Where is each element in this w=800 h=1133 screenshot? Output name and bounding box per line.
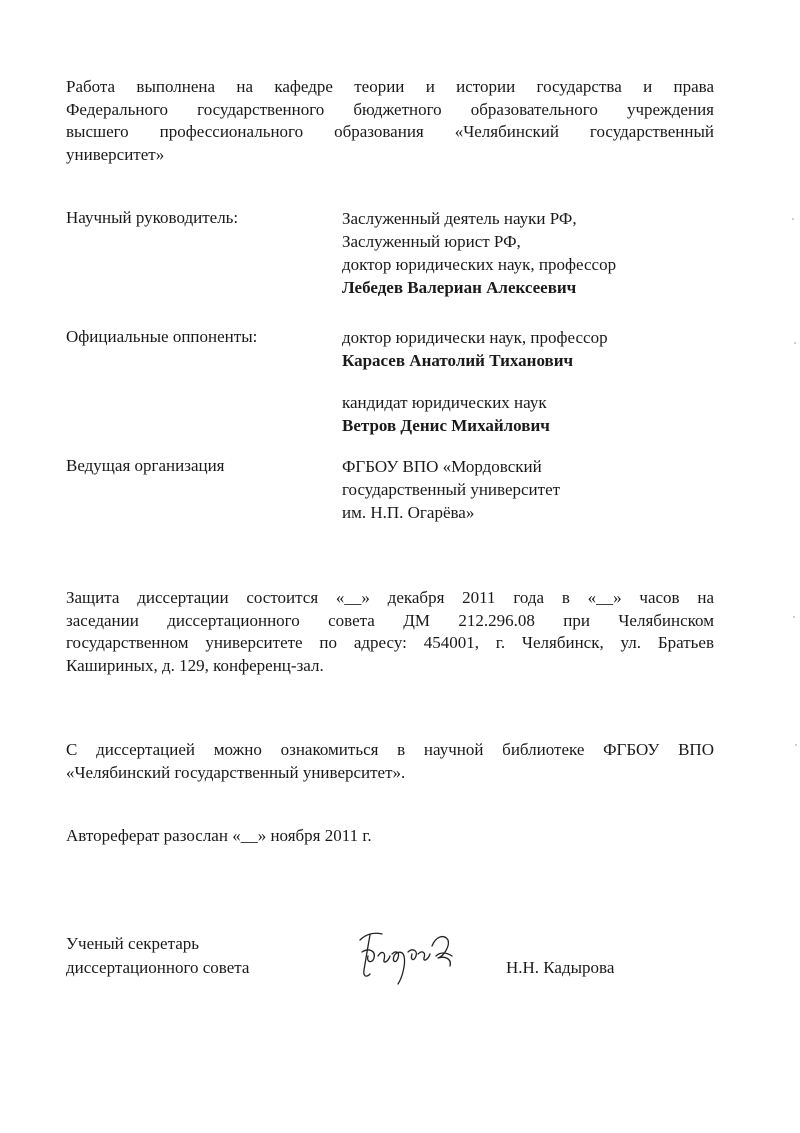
scan-speck [793, 616, 795, 618]
supervisor-title-line: Заслуженный юрист РФ, [342, 232, 521, 251]
opponent-first-name: Карасев Анатолий Тиханович [342, 351, 574, 370]
library-line: С диссертацией можно ознакомиться в научной библиотеке ФГБОУ ВПО [66, 740, 714, 759]
supervisor-title-line: Заслуженный деятель науки РФ, [342, 209, 577, 228]
opponent-first-degree: доктор юридически наук, профессор [342, 328, 608, 347]
scan-speck [795, 744, 797, 746]
defense-line: Кашириных, д. 129, конференц-зал. [66, 655, 324, 675]
intro-line: Федерального государственного бюджетного образовательного учреждения [66, 99, 714, 119]
leading-org-line: государственный университет [342, 480, 561, 499]
intro-paragraph [66, 76, 714, 166]
defense-line: Защита диссертации состоится «__» декабря 2011 года в «__» часов на [66, 588, 714, 607]
secretary-label-line: Ученый секретарь [66, 934, 200, 953]
secretary-name: Н.Н. Кадырова [506, 958, 615, 977]
supervisor-name: Лебедев Валериан Алексеевич [342, 278, 577, 297]
scan-speck [794, 342, 796, 344]
intro-line: Работа выполнена на кафедре теории и истории государства и права [66, 77, 714, 96]
defense-line: государственном университете по адресу: 454001, г. Челябинск, ул. Братьев [66, 633, 714, 652]
mailing-date: Автореферат разослан «__» ноября 2011 г. [66, 826, 372, 845]
defense-line: заседании диссертационного совета ДМ 212.296.08 при Челябинском [66, 610, 714, 630]
defense-paragraph [66, 587, 714, 677]
leading-org-line: ФГБОУ ВПО «Мордовский [342, 457, 542, 476]
opponents-label: Официальные оппоненты: [66, 327, 258, 346]
scan-speck [792, 218, 794, 220]
secretary-label-line: диссертационного совета [66, 958, 250, 977]
secretary-label [66, 932, 249, 980]
leading-org-details [342, 455, 560, 524]
supervisor-details [342, 207, 616, 299]
supervisor-label: Научный руководитель: [66, 208, 239, 227]
opponent-second-name: Ветров Денис Михайлович [342, 416, 550, 435]
intro-line: университет» [66, 144, 165, 164]
library-paragraph [66, 739, 714, 784]
leading-org-label: Ведущая организация [66, 456, 225, 475]
opponent-first [342, 326, 608, 372]
supervisor-title-line: доктор юридических наук, профессор [342, 255, 617, 274]
opponent-second-degree: кандидат юридических наук [342, 393, 547, 412]
intro-line: высшего профессионального образования «Челябинский государственный [66, 122, 714, 141]
opponent-second [342, 391, 550, 437]
handwritten-signature [352, 926, 462, 988]
library-line: «Челябинский государственный университет». [66, 762, 406, 782]
leading-org-line: им. Н.П. Огарёва» [342, 503, 475, 522]
